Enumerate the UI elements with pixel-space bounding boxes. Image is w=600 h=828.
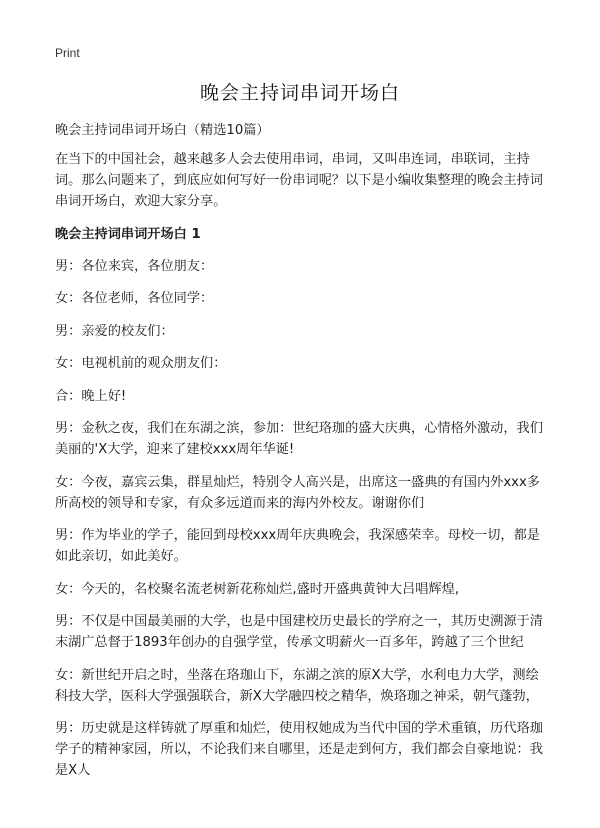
- dialogue-line: 女：今夜，嘉宾云集，群星灿烂，特别令人高兴是，出席这一盛典的有国内外xxx多所高校的领导和专家，有众多远道而来的海内外校友。谢谢你们: [55, 474, 540, 511]
- dialogue-line: 男：各位来宾，各位朋友：: [55, 258, 214, 274]
- dialogue-line: 男：亲爱的校友们：: [55, 323, 174, 339]
- document-subtitle: 晚会主持词串词开场白（精选10篇）: [55, 123, 270, 138]
- dialogue-line: 女：电视机前的观众朋友们：: [55, 356, 227, 371]
- dialogue-line: 女：各位老师，各位同学：: [55, 291, 214, 306]
- intro-paragraph: 在当下的中国社会，越来越多人会去使用串词，串词，又叫串连词，串联词，主持词。那么问题来了，到底应如何写好一份串词呢？以下是小编收集整理的晚会主持词串词开场白，欢迎大家分享。: [55, 152, 543, 209]
- print-link[interactable]: Print: [55, 46, 80, 60]
- dialogue-line: 男：不仅是中国最美丽的大学，也是中国建校历史最长的学府之一，其历史溯源于清末湖广总督于1893年创办的自强学堂，传承文明薪火一百多年，跨越了三个世纪: [55, 614, 543, 650]
- page-title: 晚会主持词串词开场白: [199, 82, 400, 104]
- dialogue-line: 男：历史就是这样铸就了厚重和灿烂，使用权她成为当代中国的学术重镇，历代珞珈学子的精神家园，所以，不论我们来自哪里，还是走到何方，我们都会自豪地说：我是X人: [55, 721, 543, 778]
- dialogue-line: 男：金秋之夜，我们在东湖之滨，参加：世纪珞珈的盛大庆典，心情格外激动，我们美丽的'X大学，迎来了建校xxx周年华诞!: [55, 421, 543, 457]
- dialogue-line: 合：晚上好!: [55, 388, 127, 404]
- dialogue-line: 女：新世纪开启之时，坐落在珞珈山下，东湖之滨的原X大学，水利电力大学，测绘科技大学，医科大学强强联合，新X大学融四校之精华，焕珞珈之神采，朝气蓬勃，: [55, 667, 539, 704]
- dialogue-line: 男：作为毕业的学子，能回到母校xxx周年庆典晚会，我深感荣幸。母校一切，都是如此亲切，如此美好。: [55, 528, 540, 564]
- section-heading: 晚会主持词串词开场白 1: [55, 226, 201, 242]
- dialogue-line: 女：今天的，名校聚名流老树新花称灿烂,盛时开盛典黄钟大吕唱辉煌,: [55, 581, 460, 597]
- document-body: [55, 120, 546, 793]
